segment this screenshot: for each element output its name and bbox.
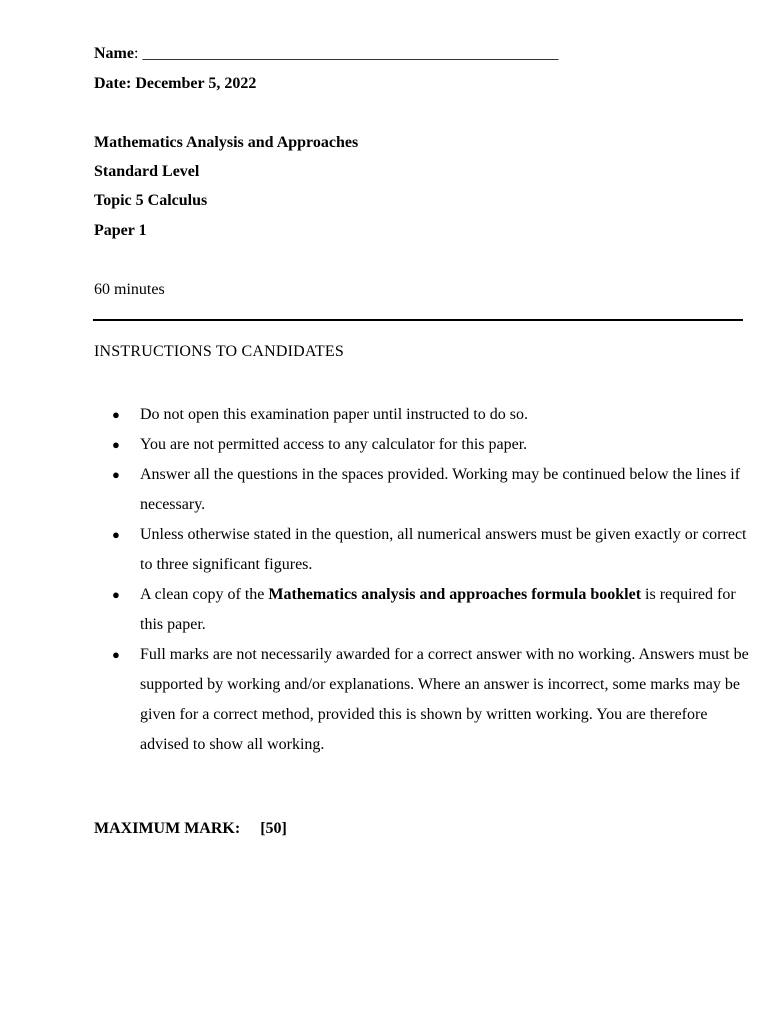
instruction-text: Answer all the questions in the spaces provided. Working may be continued below the lines if necessary. — [140, 466, 741, 513]
instruction-text: Full marks are not necessarily awarded for a correct answer with no working. Answers must be supported by working and/or explanations. Where an answer is incorrect, some marks may be given for a correct method, provided this is shown by written working. You are therefore advised to show all working. — [140, 646, 749, 753]
exam-topic: Topic 5 Calculus — [94, 192, 208, 209]
bullet-icon: ● — [112, 587, 120, 602]
instruction-text-after: is required for this paper. — [140, 586, 736, 633]
exam-duration: 60 minutes — [94, 281, 165, 298]
horizontal-divider — [93, 319, 743, 321]
bullet-icon: ● — [112, 527, 120, 542]
name-blank-line: ____________________________________________________ — [142, 45, 559, 62]
exam-subject: Mathematics Analysis and Approaches — [94, 134, 359, 151]
exam-paper: Paper 1 — [94, 222, 147, 239]
instruction-item — [94, 430, 754, 460]
instruction-text: You are not permitted access to any calculator for this paper. — [140, 436, 528, 453]
bullet-icon: ● — [112, 647, 120, 662]
instruction-text-before: A clean copy of the — [140, 586, 269, 603]
instructions-list — [94, 400, 754, 760]
instruction-text: Unless otherwise stated in the question, all numerical answers must be given exactly or correct to three significant figures. — [140, 526, 747, 573]
instruction-item — [94, 460, 754, 520]
instruction-text: Do not open this examination paper until instructed to do so. — [140, 406, 528, 423]
bullet-icon: ● — [112, 467, 120, 482]
formula-booklet-title: Mathematics analysis and approaches formula booklet — [268, 586, 642, 603]
instruction-item — [94, 400, 754, 430]
instructions-heading: INSTRUCTIONS TO CANDIDATES — [94, 343, 344, 360]
bullet-icon: ● — [112, 437, 120, 452]
instruction-item — [94, 580, 754, 640]
maximum-mark-label: MAXIMUM MARK: — [94, 820, 241, 837]
exam-date: Date: December 5, 2022 — [94, 75, 257, 92]
name-label: Name — [94, 45, 134, 62]
instruction-item — [94, 520, 754, 580]
exam-level: Standard Level — [94, 163, 200, 180]
maximum-mark — [94, 819, 287, 839]
instruction-item — [94, 640, 754, 760]
maximum-mark-value: [50] — [260, 820, 287, 837]
name-field — [94, 44, 558, 64]
name-colon: : — [133, 45, 143, 62]
bullet-icon: ● — [112, 407, 120, 422]
